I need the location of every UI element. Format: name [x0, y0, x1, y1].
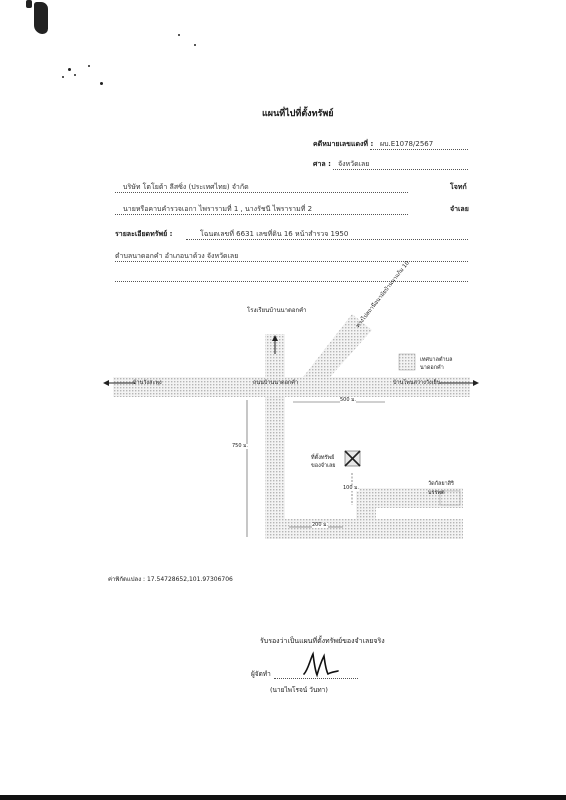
signer-label: ผู้จัดทำ: [251, 670, 271, 678]
signature: [300, 650, 340, 678]
plaintiff-value: บริษัท โตโยต้า ลีสซิ่ง (ประเทศไทย) จำกัด: [123, 183, 249, 191]
map-label-dist-mid: 100 ม.: [343, 485, 360, 491]
defendant-label: จำเลย: [450, 205, 469, 213]
map-label-temple: วัดกัลยาสิริบรรพต: [428, 481, 454, 496]
map-label-dist-top: 500 ม.: [340, 397, 357, 403]
temple-connector: [356, 488, 376, 528]
south-road: [265, 397, 285, 539]
signature-line: [274, 678, 358, 679]
property-value: โฉนดเลขที่ 6631 เลขที่ดิน 16 หน้าสำรวจ 1950: [200, 230, 349, 238]
map-label-right-road: บ้านโพนสว่างวังเย็น: [393, 380, 441, 386]
case-label: คดีหมายเลขแดงที่ :: [313, 140, 374, 148]
location-value: ตำบลนาดอกคำ อำเภอนาด้วง จังหวัดเลย: [115, 252, 239, 260]
property-marker-icon: [345, 451, 360, 466]
certify-statement: รับรองว่าเป็นแผนที่ตั้งทรัพย์ของจำเลยจริง: [260, 637, 385, 645]
court-value: จังหวัดเลย: [338, 160, 370, 168]
map-label-left-road: บ้านวังสะพุง: [133, 380, 162, 386]
property-label: รายละเอียดทรัพย์ :: [115, 230, 173, 238]
map-label-school: โรงเรียนบ้านนาดอกคำ: [247, 307, 307, 314]
map-label-dist-left: 750 ม.: [232, 443, 249, 449]
plaintiff-label: โจทก์: [450, 183, 467, 191]
map-label-diagonal-road: ทางไปสถานีอนามัยบ้านนาแก้ม 10: [355, 260, 411, 330]
page-bottom-edge: [0, 795, 566, 800]
case-value: ผบ.E1078/2567: [380, 140, 434, 148]
map-label-center-road: ถนนบ้านนาดอกคำ: [253, 380, 299, 386]
court-label: ศาล :: [313, 160, 331, 168]
map-label-office: เทศบาลตำบลนาดอกคำ: [420, 357, 453, 372]
coordinates: ค่าพิกัดแปลง : 17.54728652,101.97306706: [108, 576, 233, 583]
document-title: แผนที่ไปที่ตั้งทรัพย์: [262, 109, 334, 119]
map-label-dist-bottom: 200 ม.: [312, 522, 329, 528]
defendant-value: นายหรือคาบคำรวจเอกา ไพรารามที่ 1 , นางรัชนี ไพรารามที่ 2: [123, 205, 313, 213]
signer-name: (นายไพโรจน์ วันทา): [270, 686, 328, 694]
office-building: [399, 354, 415, 370]
map-label-property: ที่ตั้งทรัพย์ของจำเลย: [311, 455, 336, 470]
